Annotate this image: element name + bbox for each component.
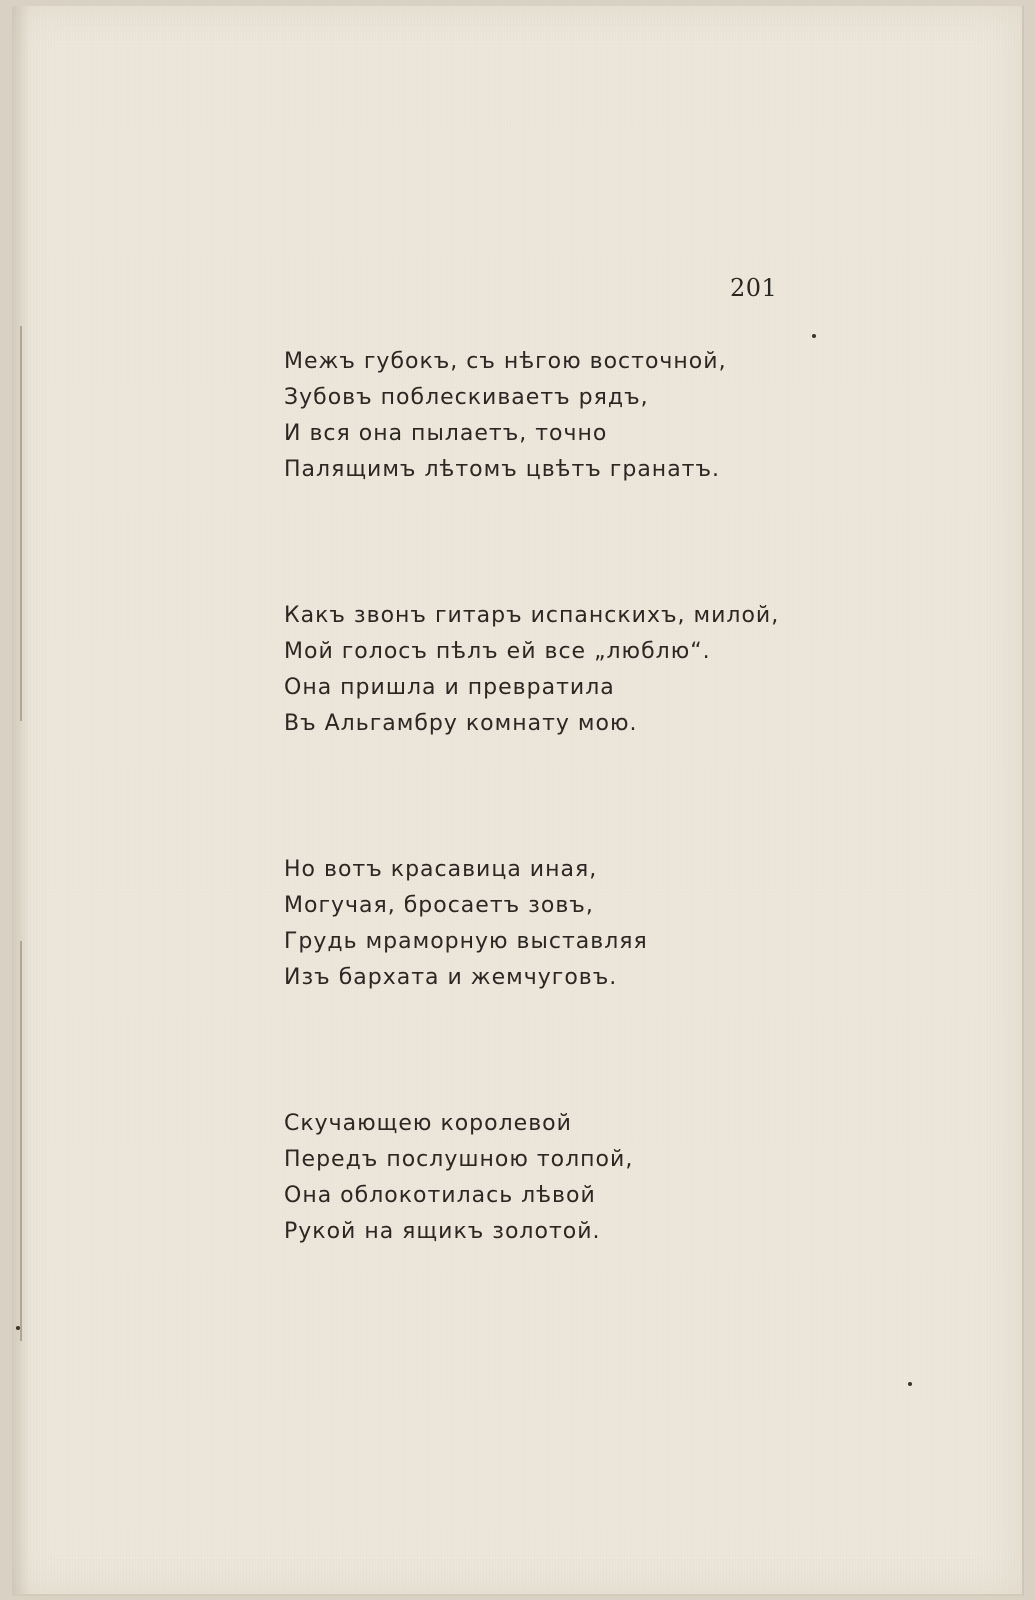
verse-line: Рукой на ящикъ золотой. — [284, 1219, 601, 1244]
verse-line: Межъ губокъ, съ нѣгою восточной, — [284, 349, 727, 374]
binding-stitch — [20, 326, 22, 721]
stanza-4 — [284, 1106, 804, 1250]
verse-line: Какъ звонъ гитаръ испанскихъ, милой, — [284, 603, 780, 628]
page-number: 201 — [730, 274, 778, 302]
verse-line: Зубовъ поблескиваетъ рядъ, — [284, 385, 649, 410]
verse-line: Могучая, бросаетъ зовъ, — [284, 893, 594, 918]
book-page — [12, 6, 1024, 1596]
verse-line: Грудь мраморную выставляя — [284, 929, 648, 954]
paper-speck — [908, 1382, 912, 1386]
stanza-1 — [284, 344, 804, 488]
binding-shadow — [12, 6, 30, 1594]
verse-line: Изъ бархата и жемчуговъ. — [284, 965, 618, 990]
verse-line: Она облокотилась лѣвой — [284, 1183, 596, 1208]
verse-line: Мой голосъ пѣлъ ей все „люблю“. — [284, 639, 711, 664]
stanza-2 — [284, 598, 804, 742]
paper-speck — [812, 334, 816, 338]
verse-line: Въ Альгамбру комнату мою. — [284, 711, 638, 736]
verse-line: И вся она пылаетъ, точно — [284, 421, 608, 446]
binding-stitch — [20, 941, 22, 1341]
verse-line: Она пришла и превратила — [284, 675, 615, 700]
poem-text — [284, 344, 804, 1360]
verse-line: Скучающею королевой — [284, 1111, 572, 1136]
verse-line: Передъ послушною толпой, — [284, 1147, 634, 1172]
verse-line: Палящимъ лѣтомъ цвѣтъ гранатъ. — [284, 457, 721, 482]
stanza-3 — [284, 852, 804, 996]
paper-speck — [16, 1326, 20, 1330]
verse-line: Но вотъ красавица иная, — [284, 857, 598, 882]
